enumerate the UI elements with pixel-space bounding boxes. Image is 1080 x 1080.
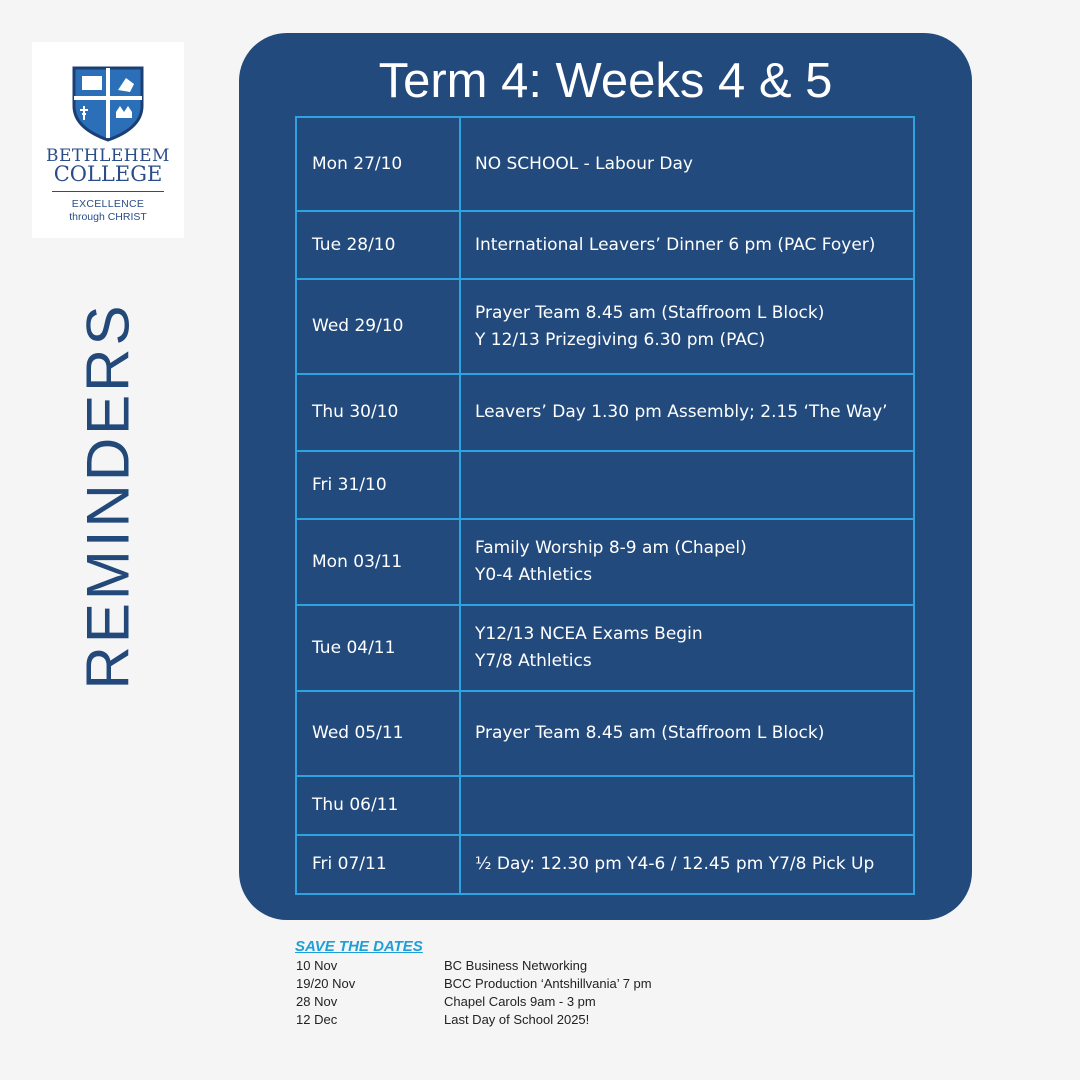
schedule-events [460,835,914,894]
schedule-day: Tue 28/10 [296,211,460,279]
schedule-day: Wed 05/11 [296,691,460,776]
side-label-reminders: REMINDERS [74,302,142,690]
schedule-day: Mon 27/10 [296,117,460,211]
schedule-events [460,279,914,374]
schedule-event: ½ Day: 12.30 pm Y4-6 / 12.45 pm Y7/8 Pick Up [475,854,875,874]
schedule-row [296,776,914,835]
save-the-dates-list [295,957,715,1029]
schedule-event: NO SCHOOL - Labour Day [475,153,693,174]
crest-icon [68,62,148,142]
save-the-dates-title: SAVE THE DATES [295,938,423,955]
schedule-event: Family Worship 8-9 am (Chapel) [475,538,747,558]
schedule-event: Prayer Team 8.45 am (Staffroom L Block) [475,723,825,743]
save-the-dates-item [295,993,715,1011]
schedule-events [460,776,914,835]
schedule-row [296,117,914,211]
schedule-day: Fri 31/10 [296,451,460,519]
schedule-table [295,116,915,895]
logo-divider [52,191,164,192]
schedule-day: Mon 03/11 [296,519,460,605]
schedule-panel [239,33,972,920]
schedule-event: Leavers’ Day 1.30 pm Assembly; 2.15 ‘The Way’ [475,402,888,422]
schedule-event: International Leavers’ Dinner 6 pm (PAC Foyer) [475,234,876,255]
schedule-events [460,451,914,519]
schedule-events [460,211,914,279]
save-date: 19/20 Nov [296,976,356,991]
save-event: Chapel Carols 9am - 3 pm [444,994,596,1009]
schedule-event: Y0-4 Athletics [475,565,593,585]
college-logo [32,42,184,238]
schedule-row [296,835,914,894]
save-event: BC Business Networking [444,958,588,973]
schedule-events [460,117,914,211]
schedule-day: Fri 07/11 [296,835,460,894]
schedule-event: Y 12/13 Prizegiving 6.30 pm (PAC) [475,329,766,350]
schedule-day: Thu 30/10 [296,374,460,451]
schedule-event: Y12/13 NCEA Exams Begin [475,624,703,644]
save-the-dates-item [295,1011,715,1029]
logo-tagline-line1: EXCELLENCE [71,198,145,210]
save-date: 10 Nov [296,958,338,973]
save-the-dates-item [295,975,715,993]
schedule-events [460,374,914,451]
schedule-events [460,605,914,691]
schedule-row [296,279,914,374]
schedule-row [296,519,914,605]
save-date: 12 Dec [296,1012,338,1027]
save-the-dates-item [295,957,715,975]
page-title: Term 4: Weeks 4 & 5 [378,54,833,108]
schedule-event: Prayer Team 8.45 am (Staffroom L Block) [475,302,825,323]
schedule-events [460,691,914,776]
schedule-events [460,519,914,605]
schedule-day: Tue 04/11 [296,605,460,691]
save-the-dates [295,938,715,1029]
logo-name-line1: BETHLEHEM [46,146,170,166]
schedule-row [296,211,914,279]
save-date: 28 Nov [296,994,338,1009]
schedule-row [296,691,914,776]
schedule-day: Thu 06/11 [296,776,460,835]
logo-tagline-line2: through CHRIST [69,211,147,223]
logo-name-line2: COLLEGE [53,162,163,186]
save-event: BCC Production ‘Antshillvania’ 7 pm [444,976,652,991]
schedule-event: Y7/8 Athletics [475,651,592,671]
schedule-row [296,605,914,691]
schedule-row [296,374,914,451]
schedule-day: Wed 29/10 [296,279,460,374]
save-event: Last Day of School 2025! [444,1012,590,1027]
schedule-row [296,451,914,519]
